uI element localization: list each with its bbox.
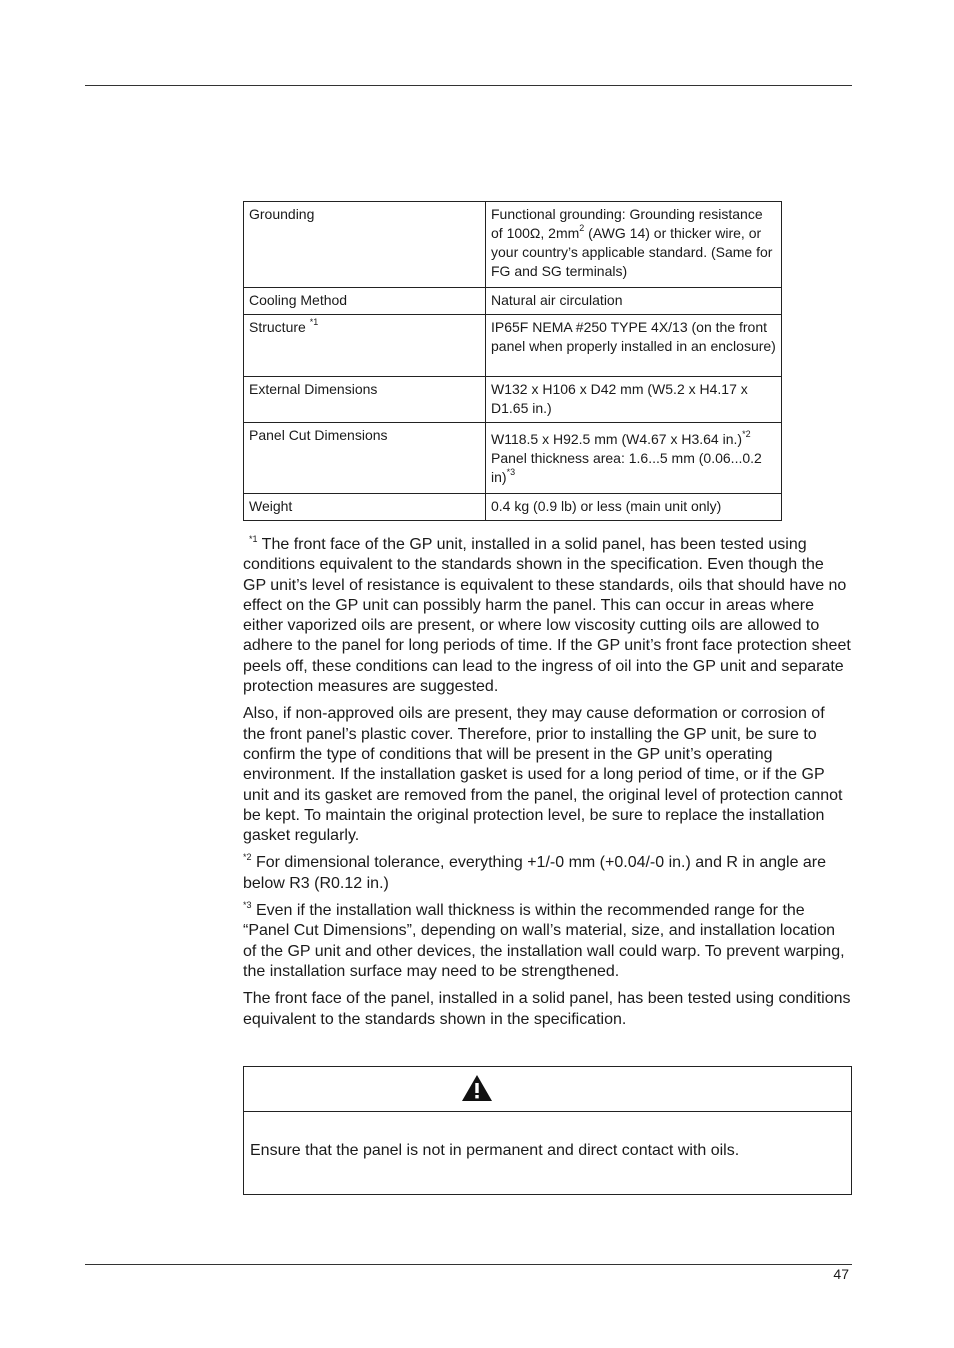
table-row — [244, 315, 782, 377]
specification-table — [243, 201, 782, 521]
footnote-1-continued: Also, if non-approved oils are present, they may cause deformation or corrosion of the front panel’s plastic cover. Therefore, prior to installing the GP unit, be sure to confirm the type of conditions that will be present in the GP unit’s operating environment. If the installation gasket is used for a long period of time, or if the GP unit and its gasket are removed from the panel, the original level of protection cannot be kept. To maintain the original protection level, be sure to replace the installation gasket regularly. — [243, 705, 843, 845]
spec-label: External Dimensions — [244, 377, 486, 423]
spec-value: Natural air circulation — [486, 288, 782, 315]
caution-message: Ensure that the panel is not in permanent and direct contact with oils. — [250, 1142, 740, 1159]
table-row — [244, 423, 782, 494]
closing-paragraph: The front face of the panel, installed in a solid panel, has been tested using conditions equivalent to the standards shown in the specification. — [243, 990, 851, 1028]
table-row — [244, 494, 782, 521]
spec-label: Structure $^{*1}$ — [244, 315, 486, 377]
header-rule — [85, 85, 852, 86]
table-row — [244, 377, 782, 423]
table-row — [244, 202, 782, 288]
warning-triangle-icon — [461, 1074, 493, 1102]
caution-header — [244, 1067, 851, 1112]
spec-label: Weight — [244, 494, 486, 521]
spec-value: IP65F NEMA #250 TYPE 4X/13 (on the front panel when properly installed in an enclosure) — [486, 315, 782, 377]
footnote-2: $^{*2}$ For dimensional tolerance, everything +1/-0 mm (+0.04/-0 in.) and R in angle are below R3 (R0.12 in.) — [243, 852, 827, 892]
spec-value: W132 x H106 x D42 mm (W5.2 x H4.17 x D1.65 in.) — [486, 377, 782, 423]
footnote-3: $^{*3}$ Even if the installation wall thickness is within the recommended range for the “Panel Cut Dimensions”, depending on wall’s material, size, and installation location of the GP unit and other devices, the installation wall could warp. To prevent warping, the installation surface may need to be strengthened. — [243, 899, 845, 980]
page-number: 47 — [833, 1266, 849, 1282]
spec-label: Panel Cut Dimensions — [244, 423, 486, 494]
caution-box — [243, 1066, 852, 1195]
footer-rule — [85, 1264, 852, 1265]
spec-value: Functional grounding: Grounding resistance of 100Ω, $2mm^2$ (AWG 14) or thicker wire, or your country’s applicable standard. (Same for FG and SG terminals) — [486, 202, 782, 288]
footnotes — [243, 535, 851, 1037]
spec-label: Cooling Method — [244, 288, 486, 315]
spec-label: Grounding — [244, 202, 486, 288]
spec-value: W118.5 x H92.5 mm (W4.67 x H3.64 in.)$^{*2}$ Panel thickness area: 1.6...5 mm (0.06...0.2 in)$^{*3}$ — [486, 423, 782, 494]
spec-value: 0.4 kg (0.9 lb) or less (main unit only) — [486, 494, 782, 521]
table-row — [244, 288, 782, 315]
footnote-1: $^{*1}$ The front face of the GP unit, installed in a solid panel, has been tested using conditions equivalent to the standards shown in the specification. Even though the GP unit’s level of resistance is equivalent to these standards, oils that should have no effect on the GP unit can possibly harm the panel. This can occur in areas where either vaporized oils are present, or where low viscosity cutting oils are allowed to adhere to the panel for long periods of time. If the GP unit’s front face protection sheet peels off, these conditions can lead to the ingress of oil into the GP unit and separate protection measures are suggested. — [243, 533, 851, 696]
